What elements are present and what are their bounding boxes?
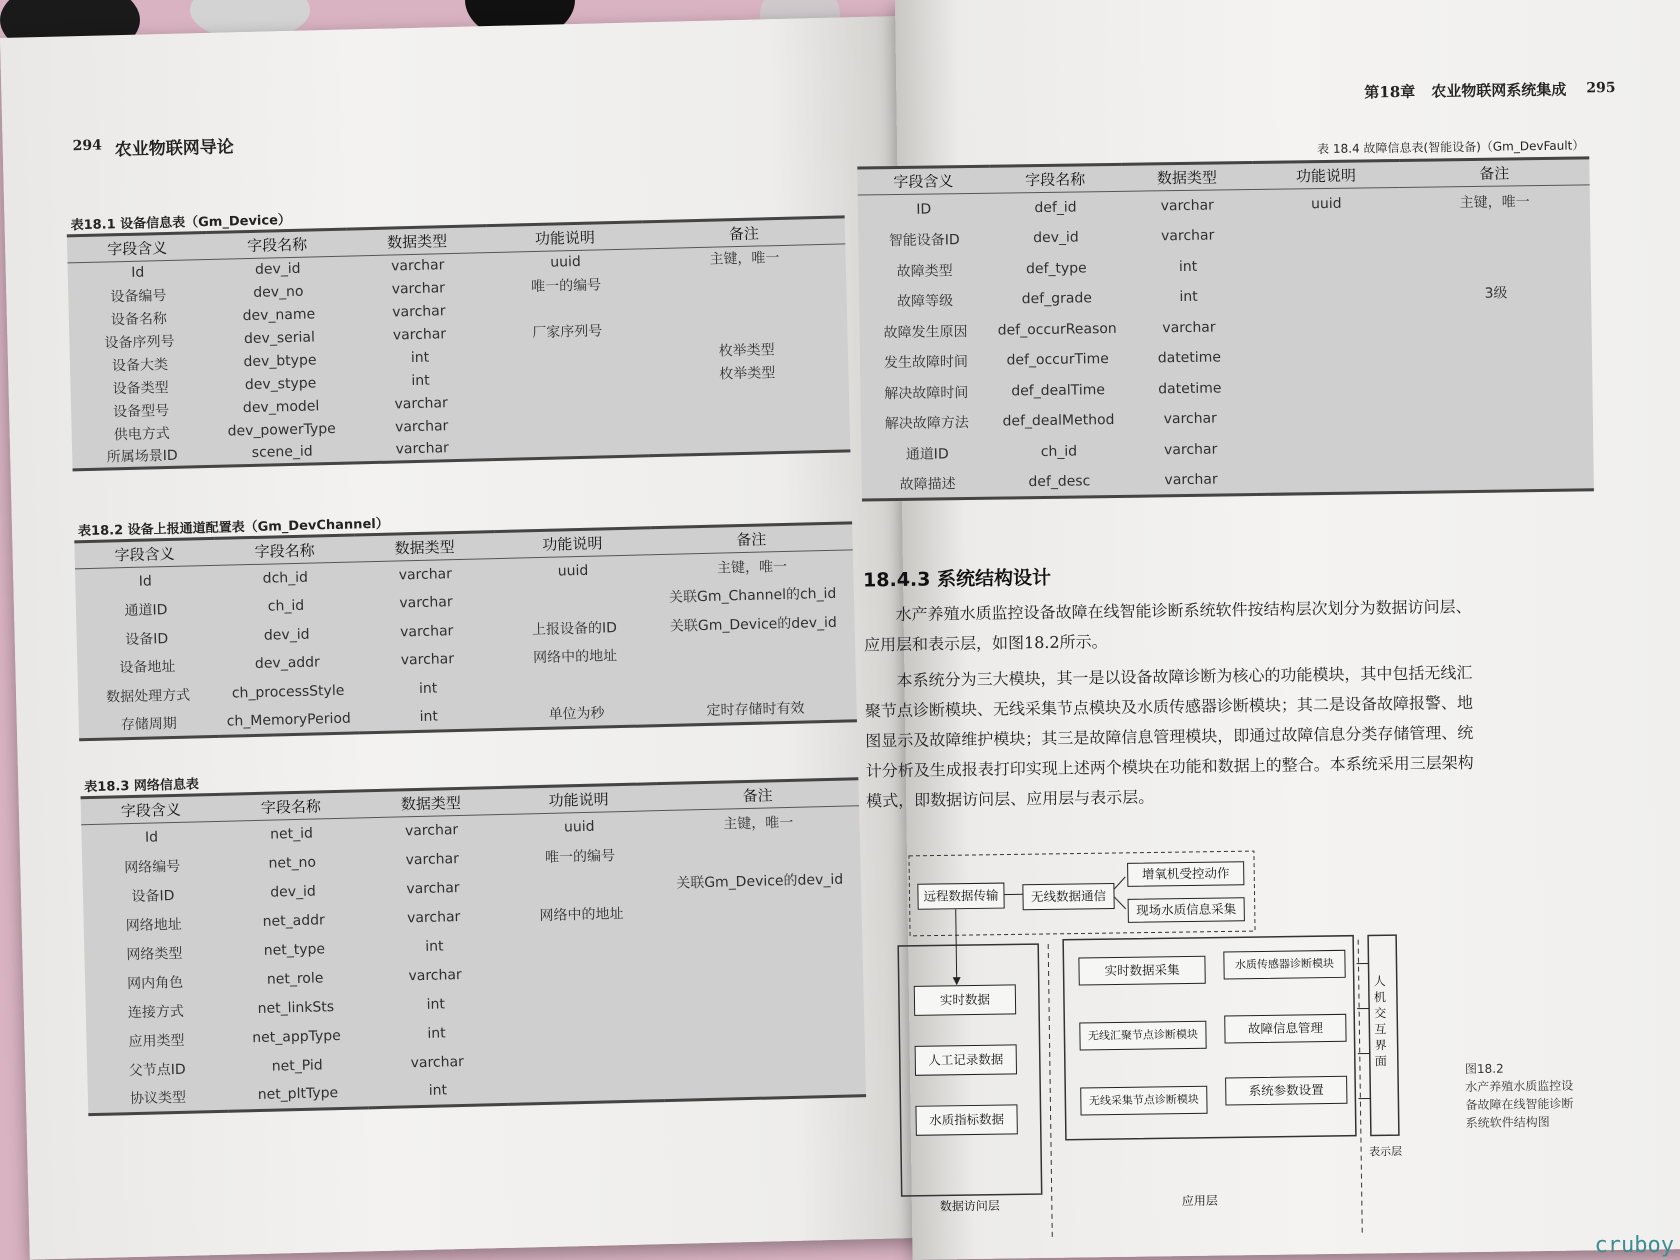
app-layer-item: 水质传感器诊断模块 — [1223, 950, 1345, 980]
figure-caption-line: 水产养殖水质监控设 — [1465, 1078, 1574, 1095]
table-18-3 — [81, 777, 867, 1116]
table-cell: dch_id — [262, 569, 309, 587]
table-cell — [1401, 307, 1592, 340]
table-cell: int — [1178, 258, 1198, 275]
table-cell: varchar — [392, 326, 447, 344]
table-cell: 唯一的编号 — [530, 277, 602, 296]
table-cell: 单位为秒 — [548, 704, 605, 723]
table-cell: int — [419, 708, 439, 725]
column-header: 备注 — [656, 779, 859, 811]
app-layer-label: 应用层 — [1181, 1193, 1218, 1209]
table-cell: 上报设备的ID — [531, 619, 618, 638]
table-cell: datetime — [1157, 349, 1222, 367]
table-cell: uuid — [1310, 195, 1342, 213]
table-cell: Id — [144, 829, 159, 846]
table-cell: ch_MemoryPeriod — [226, 710, 352, 730]
column-header: 功能说明 — [501, 784, 657, 815]
table-cell — [508, 1072, 664, 1105]
app-layer-item: 无线采集节点诊断模块 — [1080, 1086, 1207, 1116]
column-header: 备注 — [650, 523, 853, 555]
table-cell — [1400, 246, 1591, 279]
data-layer-item: 实时数据 — [914, 984, 1016, 1015]
column-header: 功能说明 — [1253, 160, 1400, 189]
table-cell: varchar — [404, 822, 459, 840]
table-cell: net_id — [270, 825, 314, 843]
data-layer-item: 水质指标数据 — [915, 1104, 1017, 1135]
table-cell: 父节点ID — [128, 1061, 186, 1080]
table-cell — [496, 583, 652, 615]
wireless-comm-box: 无线数据通信 — [1022, 883, 1114, 910]
table-cell: varchar — [399, 622, 454, 641]
table-cell: varchar — [394, 418, 449, 436]
data-layer-label: 数据访问层 — [939, 1198, 1000, 1214]
table-cell: 智能设备ID — [888, 232, 960, 250]
table-cell: def_occurReason — [997, 320, 1117, 339]
table-cell: varchar — [395, 440, 450, 458]
table-cell: net_no — [268, 854, 317, 872]
table-cell — [505, 985, 661, 1018]
watermark: cruboy — [1594, 1233, 1674, 1258]
figure-caption-line: 图18.2 — [1464, 1061, 1504, 1077]
table-cell: 设备类型 — [112, 379, 169, 398]
table-cell — [1400, 215, 1591, 248]
table-cell: int — [1179, 289, 1198, 306]
table-cell — [1402, 368, 1593, 401]
table-cell: 通道ID — [124, 602, 168, 620]
chapter-title: 农业物联网系统集成 — [1431, 80, 1567, 101]
table-cell: uuid — [557, 562, 589, 580]
table-cell: varchar — [406, 880, 460, 898]
table-cell — [503, 869, 659, 902]
table-cell: def_type — [1025, 260, 1087, 277]
table-cell — [1255, 340, 1402, 373]
table-cell — [1403, 459, 1594, 492]
table-cell: dev_id — [1033, 229, 1079, 247]
table-cell: 供电方式 — [113, 425, 170, 444]
hci-label: 人机交互界面 — [1373, 974, 1387, 1069]
table-cell — [648, 428, 851, 456]
table-cell: varchar — [391, 280, 446, 298]
column-header: 功能说明 — [494, 528, 650, 559]
table-cell: def_dealTime — [1011, 381, 1106, 400]
table-cell: 协议类型 — [129, 1090, 187, 1108]
table-cell: dev_powerType — [227, 420, 337, 440]
table-cell: 枚举类型 — [719, 365, 776, 383]
table-cell: int — [428, 1082, 448, 1100]
table-cell: net_Pid — [271, 1057, 323, 1075]
app-layer-item: 实时数据采集 — [1078, 956, 1205, 986]
data-layer-item: 人工记录数据 — [915, 1044, 1017, 1075]
column-header: 数据类型 — [354, 532, 495, 562]
table-cell: def_occurTime — [1006, 351, 1109, 369]
table-cell: dev_id — [263, 626, 310, 644]
table-cell: 故障类型 — [896, 262, 953, 280]
water-collect-box: 现场水质信息采集 — [1128, 897, 1245, 923]
table-cell: 数据处理方式 — [105, 687, 191, 706]
section-title: 18.4.3 系统结构设计 — [862, 566, 1052, 592]
table-18-2-caption: 表18.2 设备上报通道配置表（Gm_DevChannel） — [77, 516, 389, 540]
table-cell: varchar — [390, 257, 445, 275]
table-cell: ID — [916, 201, 932, 218]
table-cell: 设备大类 — [111, 356, 169, 375]
table-cell — [1256, 431, 1403, 464]
table-cell: int — [418, 680, 438, 697]
table-cell: int — [426, 996, 446, 1013]
table-cell — [1255, 370, 1402, 403]
table-cell: 网络中的地址 — [533, 648, 618, 667]
figure-caption-line: 系统软件结构图 — [1465, 1114, 1550, 1131]
table-cell: def_grade — [1021, 290, 1093, 308]
table-cell: scene_id — [251, 443, 313, 462]
table-cell — [1256, 401, 1403, 434]
column-header: 数据类型 — [347, 226, 488, 256]
left-page — [0, 16, 935, 1260]
column-header: 数据类型 — [361, 787, 502, 817]
table-cell: 网络中的地址 — [539, 906, 624, 925]
table-cell: Id — [138, 573, 153, 590]
table-cell: varchar — [1162, 319, 1216, 337]
table-cell: def_id — [1034, 199, 1077, 217]
table-cell: uuid — [563, 818, 595, 836]
table-cell: varchar — [392, 303, 446, 321]
table-cell: dev_addr — [254, 654, 321, 673]
table-cell: dev_btype — [243, 352, 317, 371]
table-cell: 网络编号 — [124, 858, 181, 877]
table-cell: varchar — [1163, 410, 1217, 428]
table-18-4 — [857, 156, 1594, 501]
figure-caption — [1465, 1059, 1574, 1133]
column-header: 数据类型 — [1121, 163, 1253, 192]
table-cell: uuid — [550, 254, 582, 271]
table-cell — [506, 1014, 662, 1047]
table-cell: Id — [131, 264, 145, 282]
remote-transmission-box: 远程数据传输 — [917, 883, 1004, 910]
column-header: 备注 — [1399, 158, 1590, 188]
table-cell: 设备ID — [131, 887, 175, 906]
column-header: 字段含义 — [67, 233, 208, 263]
table-cell: dev_id — [254, 260, 301, 279]
table-18-3-caption: 表18.3 网络信息表 — [84, 777, 200, 796]
table-cell — [1254, 279, 1401, 312]
column-header: 功能说明 — [487, 222, 643, 253]
table-cell — [1254, 248, 1401, 281]
table-cell: 通道ID — [905, 446, 949, 463]
app-layer-item: 系统参数设置 — [1225, 1076, 1347, 1106]
table-cell: int — [427, 1025, 446, 1042]
left-page-number: 294 — [72, 137, 103, 155]
right-page — [862, 0, 1680, 1260]
table-cell: 故障描述 — [899, 475, 956, 493]
table-cell — [507, 1043, 663, 1076]
table-cell — [1257, 462, 1404, 495]
app-layer-item: 无线汇聚节点诊断模块 — [1079, 1021, 1206, 1051]
table-cell: int — [411, 372, 430, 390]
table-18-2 — [74, 521, 857, 741]
table-cell: 故障发生原因 — [883, 323, 968, 341]
table-cell: def_dealMethod — [1002, 412, 1115, 430]
table-cell: varchar — [408, 967, 462, 985]
book-title: 农业物联网导论 — [114, 137, 234, 161]
table-cell: 定时存储时有效 — [706, 700, 805, 719]
table-cell: 关联Gm_Device的dev_id — [676, 871, 844, 892]
table-cell: varchar — [1164, 471, 1218, 488]
column-header: 字段含义 — [857, 166, 989, 195]
table-cell: varchar — [398, 566, 453, 584]
table-cell: ch_id — [1040, 443, 1078, 460]
table-cell: 关联Gm_Device的dev_id — [669, 614, 838, 635]
table-cell: def_desc — [1028, 472, 1091, 490]
table-cell: 设备名称 — [110, 311, 168, 329]
table-cell: net_role — [266, 970, 324, 988]
table-cell — [1401, 337, 1592, 370]
column-header: 字段名称 — [207, 229, 348, 259]
chapter-label: 第18章 — [1364, 82, 1416, 102]
column-header: 字段含义 — [74, 538, 215, 568]
table-cell: 所属场景ID — [106, 448, 178, 466]
table-cell: varchar — [400, 651, 455, 669]
right-page-number: 295 — [1586, 79, 1616, 97]
column-header: 字段名称 — [214, 535, 355, 565]
table-cell: 关联Gm_Channel的ch_id — [668, 585, 837, 607]
table-cell: varchar — [1160, 227, 1215, 245]
table-cell: 设备编号 — [110, 288, 167, 306]
table-cell — [663, 1067, 866, 1101]
table-cell: dev_serial — [243, 329, 316, 348]
table-cell: net_addr — [262, 912, 325, 930]
aerator-box: 增氧机受控动作 — [1127, 861, 1244, 887]
table-cell: varchar — [405, 851, 460, 869]
paragraph-2: 本系统分为三大模块，其一是以设备故障诊断为核心的功能模块，其中包括无线汇聚节点诊断模块、无线采集节点模块及水质传感器诊断模块；其二是设备故障报警、地图显示及故障维护模块；其三是故障信息管理模块，即通过故障信息分类存储管理、统计分析及生成报表打印实现上述两个模块在功能和数据上的整合。本系统采用三层架构模式，即数据访问层、应用层与表示层。 — [864, 663, 1474, 811]
column-header: 字段名称 — [989, 164, 1121, 193]
table-cell: 设备ID — [125, 630, 169, 648]
table-cell: 唯一的编号 — [544, 848, 616, 866]
column-header: 字段名称 — [221, 791, 362, 821]
table-cell: 网络类型 — [126, 945, 183, 964]
table-cell: 网络地址 — [125, 916, 182, 935]
table-cell: dev_stype — [244, 375, 317, 394]
table-cell: 设备型号 — [113, 402, 170, 421]
architecture-diagram — [887, 842, 1453, 1250]
table-cell: int — [410, 349, 430, 367]
table-cell: varchar — [1160, 197, 1214, 215]
table-cell — [492, 433, 648, 460]
table-cell: net_linkSts — [257, 999, 335, 1017]
table-cell: 主键，唯一 — [723, 815, 794, 833]
table-cell: dev_no — [253, 283, 304, 301]
table-cell: 解决故障方法 — [884, 415, 969, 433]
table-cell: 设备序列号 — [104, 333, 175, 352]
table-cell — [1253, 218, 1400, 251]
table-cell: datetime — [1158, 380, 1222, 398]
table-cell: net_appType — [252, 1027, 341, 1047]
table-cell — [505, 956, 661, 989]
column-header: 字段含义 — [81, 794, 222, 824]
table-cell: dev_name — [242, 306, 316, 325]
table-cell: varchar — [410, 1053, 465, 1072]
table-cell: ch_processStyle — [231, 682, 345, 702]
table-cell: 枚举类型 — [718, 342, 775, 360]
table-cell: 应用类型 — [128, 1032, 185, 1051]
column-header: 备注 — [642, 217, 845, 249]
table-cell: 网内角色 — [126, 974, 184, 993]
table-cell: ch_id — [267, 597, 305, 615]
table-18-1-caption: 表18.1 设备信息表（Gm_Device） — [70, 212, 292, 234]
table-cell — [504, 927, 660, 960]
table-18-4-caption: 表 18.4 故障信息表(智能设备)（Gm_DevFault） — [1317, 138, 1585, 157]
figure-caption-line: 备故障在线智能诊断 — [1465, 1096, 1574, 1113]
table-18-1 — [67, 215, 851, 471]
table-cell: 3级 — [1484, 285, 1508, 303]
table-cell: 主键，唯一 — [716, 558, 788, 577]
table-cell: 故障等级 — [896, 293, 954, 311]
table-cell: 主键，唯一 — [1459, 194, 1530, 212]
table-cell: net_type — [263, 941, 326, 959]
table-cell: 厂家序列号 — [532, 323, 603, 342]
table-cell: varchar — [1163, 441, 1218, 459]
table-cell — [1255, 309, 1402, 342]
table-cell: 解决故障时间 — [884, 384, 969, 402]
table-cell: 主键，唯一 — [709, 250, 780, 268]
table-cell: net_pltType — [257, 1085, 339, 1104]
app-layer-item: 故障信息管理 — [1224, 1014, 1346, 1044]
table-cell — [1403, 429, 1594, 462]
paragraph-1: 水产养殖水质监控设备故障在线智能诊断系统软件按结构层次划分为数据访问层、应用层和表示层，如图18.2所示。 — [863, 597, 1472, 655]
presentation-layer-label: 表示层 — [1369, 1145, 1403, 1159]
table-cell — [1402, 398, 1593, 431]
table-cell: int — [425, 938, 444, 955]
table-cell: dev_model — [242, 398, 320, 417]
table-cell: varchar — [399, 594, 453, 612]
table-cell: varchar — [394, 395, 448, 413]
table-cell: varchar — [406, 909, 461, 927]
table-cell: dev_id — [270, 883, 316, 901]
table-cell: 连接方式 — [127, 1003, 185, 1022]
table-cell — [498, 669, 654, 701]
table-cell: 发生故障时间 — [883, 354, 969, 372]
table-cell: 存储周期 — [120, 715, 178, 733]
table-cell: 设备地址 — [119, 659, 176, 677]
